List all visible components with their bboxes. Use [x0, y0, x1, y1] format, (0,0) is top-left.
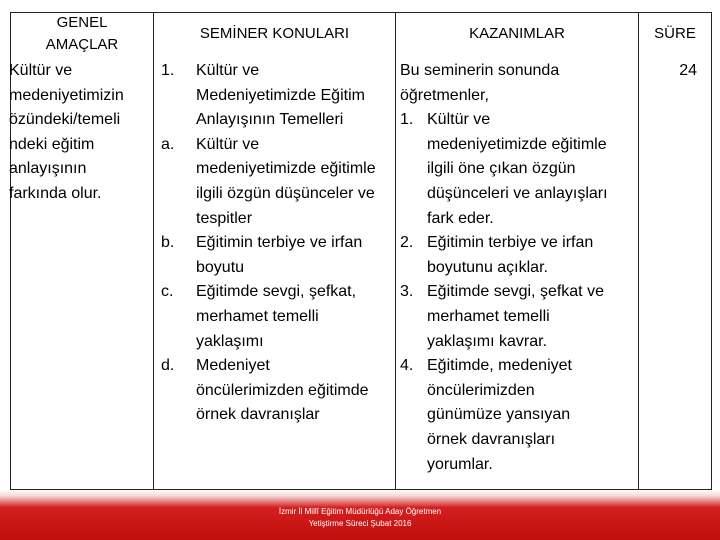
topic-line: öncülerimizden eğitimde	[196, 381, 369, 399]
outcome-marker: 2.	[400, 234, 414, 252]
header-goals: GENEL AMAÇLAR	[45, 14, 119, 53]
topic-line: Medeniyetimizde Eğitim	[196, 86, 365, 104]
outcome-item	[400, 280, 638, 354]
outcomes-intro-line: Bu seminerin sonunda	[400, 62, 560, 79]
goals-line: Kültür ve	[9, 62, 73, 79]
footer-caption	[0, 506, 720, 530]
outcome-marker: 4.	[400, 357, 414, 375]
duration-value: 24	[679, 62, 697, 79]
topic-line: tespitler	[196, 209, 253, 227]
outcome-line: fark eder.	[427, 209, 494, 227]
footer-line: İzmir İl Millî Eğitim Müdürlüğü Aday Öğretmen	[278, 507, 442, 516]
topic-line: yaklaşımı	[196, 332, 264, 350]
footer-line: Yetiştirme Süreci Şubat 2016	[308, 519, 412, 528]
outcome-item	[400, 354, 638, 477]
header-duration: SÜRE	[654, 25, 696, 42]
topic-line: merhamet temelli	[196, 307, 319, 325]
topic-line: Medeniyet	[196, 357, 270, 375]
topic-line: boyutu	[196, 258, 245, 276]
topic-item	[161, 133, 395, 231]
topic-line: Eğitimde sevgi, şefkat,	[196, 283, 357, 301]
topic-line: medeniyetimizde eğitimle	[196, 160, 376, 178]
topic-line: Anlayışının Temelleri	[196, 111, 344, 129]
header-topics: SEMİNER KONULARI	[199, 25, 350, 42]
outcome-item	[400, 231, 638, 280]
outcome-line: boyutunu açıklar.	[427, 258, 548, 276]
goals-line: farkında olur.	[9, 184, 102, 202]
goals-cell	[9, 59, 151, 207]
topic-item	[161, 59, 395, 133]
outcome-line: günümüze yansıyan	[427, 406, 571, 424]
topic-marker: a.	[161, 135, 175, 153]
outcome-line: ilgili öne çıkan özgün	[427, 160, 576, 178]
outcome-item	[400, 108, 638, 231]
topic-line: Eğitimin terbiye ve irfan	[196, 234, 363, 252]
outcome-marker: 1.	[400, 111, 414, 129]
topic-marker: b.	[161, 234, 175, 252]
seminar-table	[10, 12, 712, 490]
topic-item	[161, 354, 395, 428]
topic-item	[161, 280, 395, 354]
outcome-line: Eğitimde, medeniyet	[427, 357, 572, 375]
topic-marker: d.	[161, 357, 175, 375]
column-divider	[638, 12, 639, 490]
outcome-line: yorumlar.	[427, 455, 493, 473]
topic-line: örnek davranışlar	[196, 406, 320, 424]
goals-line: özündeki/temeli	[9, 111, 121, 129]
outcome-line: medeniyetimizde eğitimle	[427, 135, 607, 153]
topics-cell	[161, 59, 395, 428]
topic-marker: c.	[161, 283, 174, 301]
outcome-marker: 3.	[400, 283, 414, 301]
outcome-line: Eğitimin terbiye ve irfan	[427, 234, 594, 252]
outcome-line: düşünceleri ve anlayışları	[427, 184, 608, 202]
topic-marker: 1.	[161, 62, 175, 79]
goals-line: ndeki eğitim	[9, 135, 95, 153]
topic-line: Kültür ve	[196, 135, 260, 153]
topic-line: Kültür ve	[196, 62, 260, 79]
outcome-line: yaklaşımı kavrar.	[427, 332, 548, 350]
outcome-line: merhamet temelli	[427, 307, 550, 325]
topic-item	[161, 231, 395, 280]
column-divider	[395, 12, 396, 490]
column-divider	[153, 12, 154, 490]
outcome-line: Eğitimde sevgi, şefkat ve	[427, 283, 604, 301]
outcome-line: öncülerimizden	[427, 381, 535, 399]
goals-line: medeniyetimizin	[9, 86, 124, 104]
topic-line: ilgili özgün düşünceler ve	[196, 184, 375, 202]
outcomes-cell	[400, 59, 638, 477]
outcome-line: örnek davranışları	[427, 430, 556, 448]
header-outcomes: KAZANIMLAR	[469, 25, 565, 42]
outcomes-intro-line: öğretmenler,	[400, 86, 489, 104]
outcome-line: Kültür ve	[427, 111, 491, 129]
goals-line: anlayışının	[9, 160, 87, 178]
